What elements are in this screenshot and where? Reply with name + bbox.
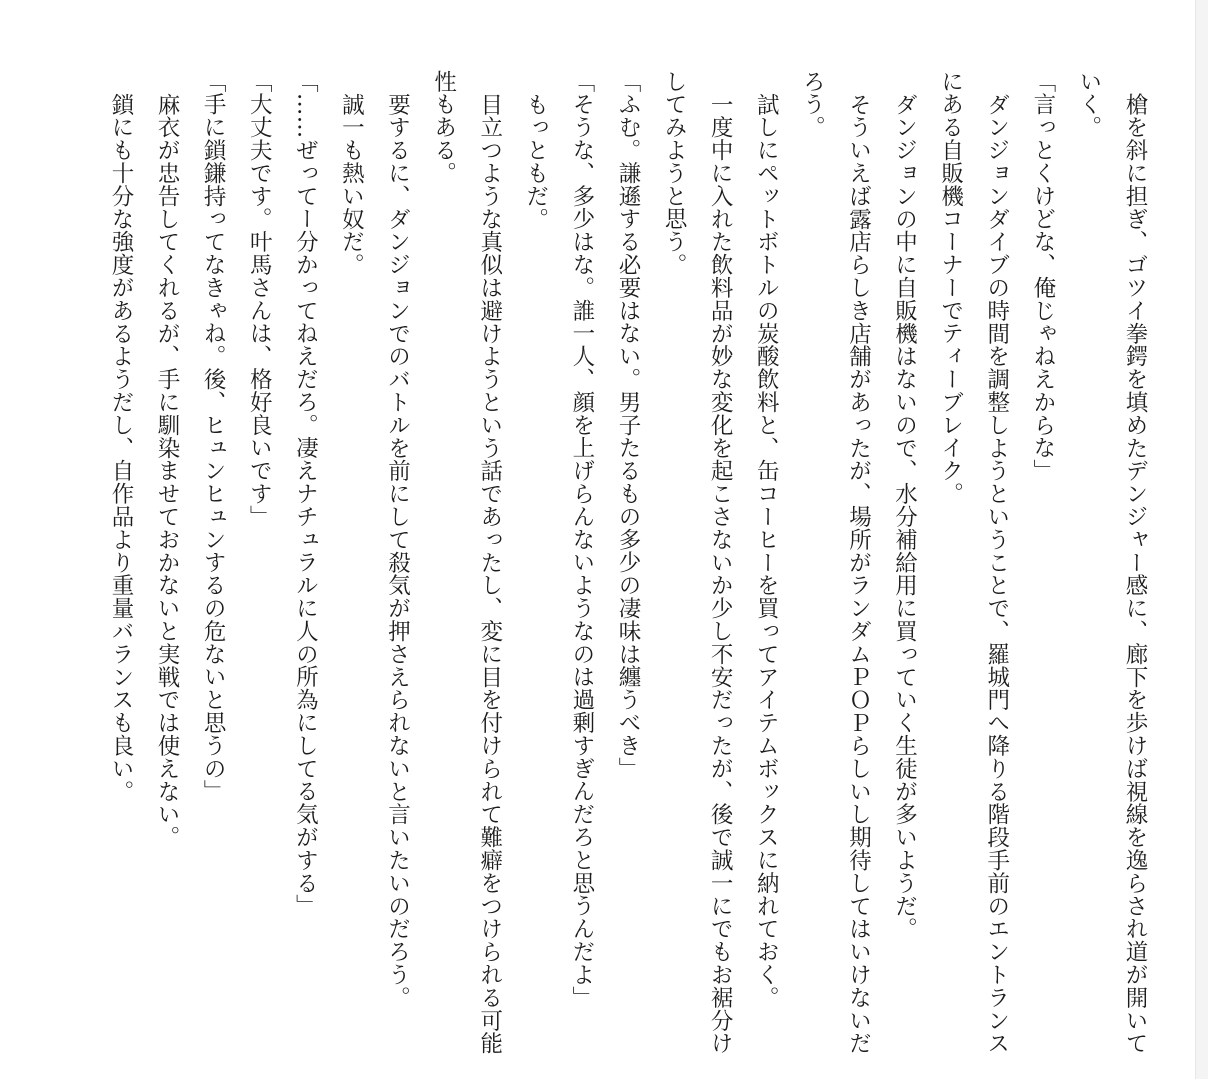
paragraph: 誠一も熱い奴だ。 <box>338 92 365 276</box>
paragraph: 目立つような真似は避けようという話であったし、変に目を付けられて難癖をつけられる可能性もある。 <box>430 70 503 1055</box>
paragraph: 試しにペットボトルの炭酸飲料と、缶コーヒーを買ってアイテムボックスに納れておく。 <box>753 92 780 1009</box>
vertical-text-body <box>58 70 1158 1070</box>
dialogue-line: 「言っとくけどな、俺じゃねえからな」 <box>1029 70 1056 483</box>
dialogue-line: 「大丈夫です。叶馬さんは、格好良いです」 <box>246 70 273 528</box>
scrollbar[interactable] <box>1195 0 1208 1079</box>
paragraph: ダンジョンダイブの時間を調整しようということで、羅城門へ降りる階段手前のエントランスにある自販機コーナーでティーブレイク。 <box>937 70 1010 1055</box>
dialogue-line: 「そうな、多少はな。誰一人、顔を上げらんないようなのは過剰すぎんだろと思うんだよ」 <box>568 70 595 1009</box>
dialogue-line: 「……ぜってー分かってねえだろ。凄えナチュラルに人の所為にしてる気がする」 <box>292 70 319 918</box>
paragraph: 一度中に入れた飲料品が妙な変化を起こさないか少し不安だったが、後で誠一にでもお裾分けしてみようと思う。 <box>661 70 734 1055</box>
paragraph: もっともだ。 <box>522 92 549 230</box>
paragraph: 槍を斜に担ぎ、ゴツイ拳鍔を填めたデンジャー感に、廊下を歩けば視線を逸らされ道が開いていく。 <box>1075 70 1148 1055</box>
paragraph: 鎖にも十分な強度があるようだし、自作品より重量バランスも良い。 <box>107 92 134 803</box>
paragraph: 要するに、ダンジョンでのバトルを前にして殺気が押さえられないと言いたいのだろう。 <box>384 92 411 1009</box>
dialogue-line: 「ふむ。謙遜する必要はない。男子たるもの多少の凄味は纏うべき」 <box>614 70 641 780</box>
paragraph: ダンジョンの中に自販機はないので、水分補給用に買っていく生徒が多いようだ。 <box>891 92 918 940</box>
paragraph: 麻衣が忠告してくれるが、手に馴染ませておかないと実戦では使えない。 <box>154 92 181 849</box>
paragraph: そういえば露店らしき店舗があったが、場所がランダムＰＯＰらしいし期待してはいけないだろう。 <box>799 70 872 1055</box>
dialogue-line: 「手に鎖鎌持ってなきゃね。後、ヒュンヒュンするの危ないと思うの」 <box>200 70 227 803</box>
